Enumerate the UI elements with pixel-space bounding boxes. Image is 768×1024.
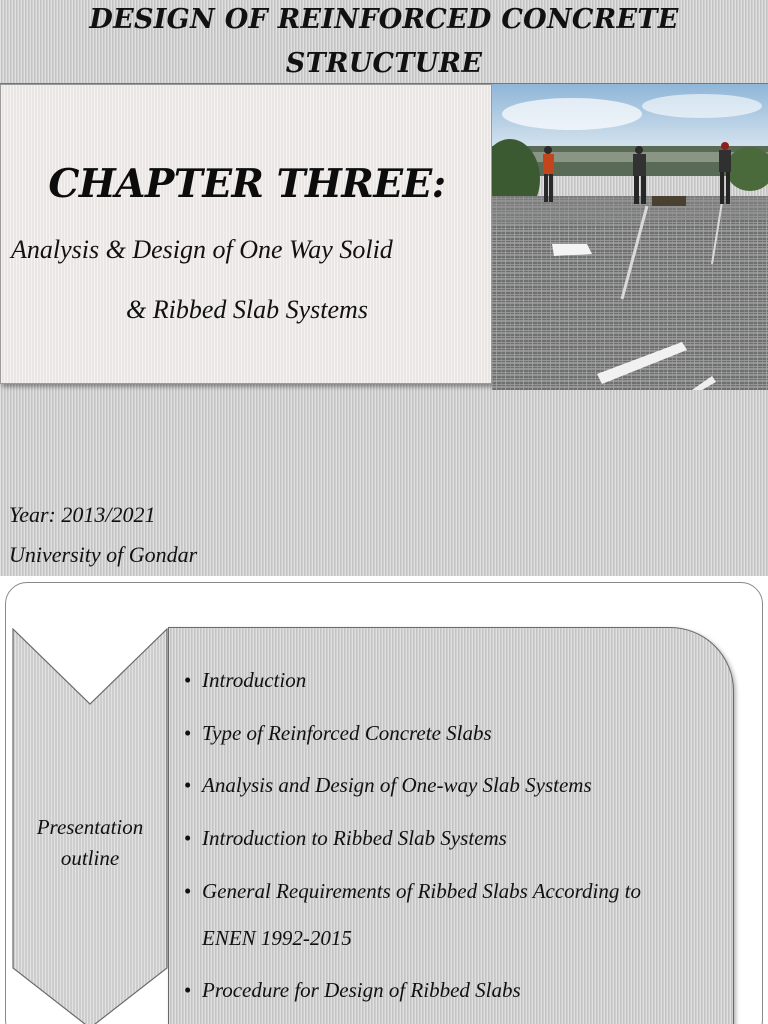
list-item-text: Type of Reinforced Concrete Slabs	[202, 721, 492, 745]
chapter-subtitle-line2: & Ribbed Slab Systems	[126, 295, 368, 324]
bullet: •	[184, 879, 192, 903]
list-item	[184, 721, 492, 746]
bullet: •	[184, 773, 192, 797]
chapter-subtitle-line1: Analysis & Design of One Way Solid	[11, 235, 393, 264]
rebar-slab-photo	[492, 84, 768, 390]
chapter-box	[0, 84, 492, 384]
list-item-text: Procedure for Design of Ribbed Slabs	[202, 978, 521, 1002]
list-item-text: Analysis and Design of One-way Slab Systems	[202, 773, 592, 797]
bullet: •	[184, 668, 192, 692]
list-item	[184, 826, 507, 851]
list-item-text: General Requirements of Ribbed Slabs According to	[202, 879, 641, 903]
list-item-text: Introduction	[202, 668, 307, 692]
chapter-title: CHAPTER THREE:	[48, 161, 446, 207]
list-item	[184, 978, 521, 1003]
title-band	[0, 0, 768, 84]
slide-title: DESIGN OF REINFORCED CONCRETE STRUCTURE	[89, 3, 679, 79]
bullet: •	[184, 826, 192, 850]
list-item	[184, 773, 592, 798]
year-label: Year: 2013/2021	[9, 502, 156, 527]
list-item-text: Introduction to Ribbed Slab Systems	[202, 826, 507, 850]
university-label: University of Gondar	[9, 542, 198, 567]
list-item-continuation: ENEN 1992-2015	[202, 926, 352, 950]
bullet: •	[184, 721, 192, 745]
presentation-outline-label: Presentation outline	[36, 815, 144, 870]
list-item	[184, 879, 641, 904]
list-item	[184, 668, 306, 693]
bullet: •	[184, 978, 192, 1002]
